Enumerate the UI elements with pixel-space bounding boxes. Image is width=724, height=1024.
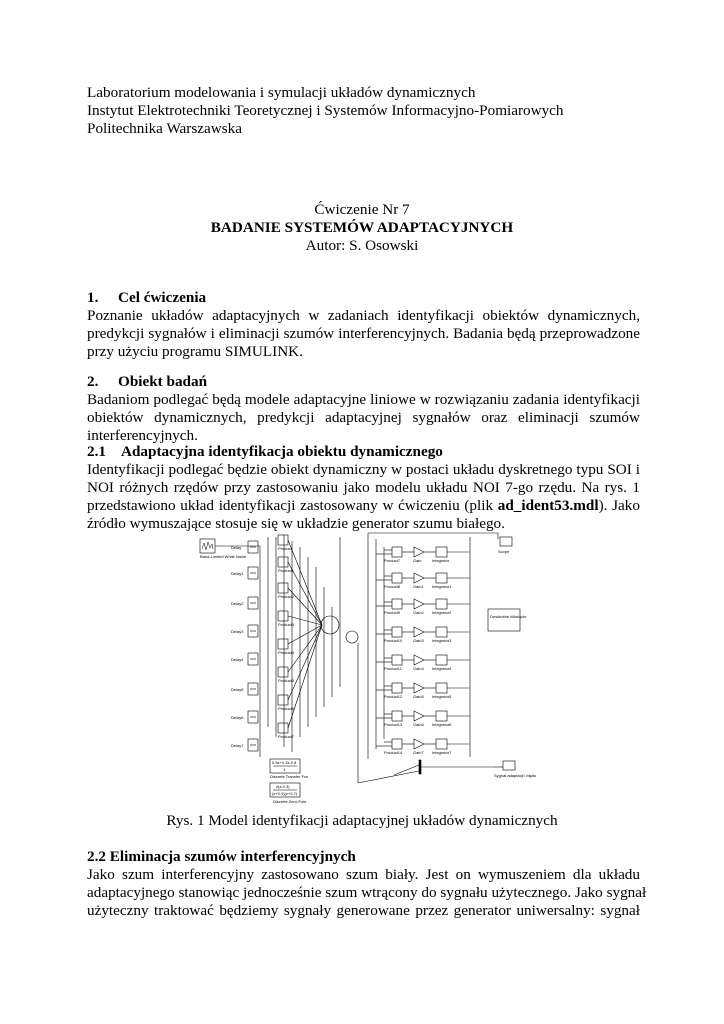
section-2-1-line-1: Identyfikacji podlegać będzie obiekt dynamiczny w postaci układu dyskretnego typu SOI i [87, 461, 640, 478]
section-2-1-number: 2.1 [87, 443, 106, 460]
integrator-label-4: Integrator4 [432, 666, 452, 671]
adapt-product-2 [392, 599, 402, 609]
integrator-block-6 [436, 711, 447, 721]
gain-block-1 [414, 573, 424, 583]
section-2-1-heading [87, 443, 443, 461]
section-1-line-1: Poznanie układów adaptacyjnych w zadaniach identyfikacji obiektów dynamicznych, [87, 307, 640, 324]
zp-name: Discrete Zero-Pole [273, 799, 307, 804]
adapt-product-label-6: Product13 [384, 722, 403, 727]
adapt-product-7 [392, 739, 402, 749]
delay-label-4: Delay4 [231, 657, 244, 662]
adapt-product-label-7: Product14 [384, 750, 403, 755]
file-name: ad_ident53.mdl [497, 497, 599, 514]
noise-source-block [200, 539, 215, 553]
integrator-label-7: Integrator7 [432, 750, 452, 755]
info-label: Dwukrotne kliknięcie [490, 614, 527, 619]
tf-denominator: 1 [283, 767, 286, 772]
section-2-1-line-3-text: przedstawiono układ identyfikacji zastosowany w ćwiczeniu (plik [87, 497, 498, 514]
info-block [488, 609, 520, 631]
gain-block-0 [414, 547, 424, 557]
adapt-product-3 [392, 627, 402, 637]
adapt-product-label-3: Product10 [384, 638, 403, 643]
product-block-2 [278, 583, 288, 593]
author-line: Autor: S. Osowski [305, 237, 419, 254]
gain-label-5: Gain5 [413, 694, 424, 699]
figure-caption: Rys. 1 Model identyfikacji adaptacyjnej układów dynamicznych [166, 812, 558, 829]
product-label-5: Product5 [278, 678, 295, 683]
adapt-product-4 [392, 655, 402, 665]
integrator-label-5: Integrator5 [432, 694, 452, 699]
section-2-line-3: interferencyjnych. [87, 427, 198, 444]
delay-label-5: Delay5 [231, 687, 244, 692]
delay-label-6: Delay6 [231, 715, 244, 720]
scope-2-block [503, 761, 515, 770]
adapt-product-5 [392, 683, 402, 693]
delay-label-0: Delay [231, 545, 242, 550]
gain-label-2: Gain2 [413, 610, 424, 615]
product-label-1: Product1 [278, 568, 295, 573]
gain-block-2 [414, 599, 424, 609]
adapt-product-label-0: Product7 [384, 558, 401, 563]
section-2-line-1: Badaniom podlegać będą modele adaptacyjne liniowe w rozwiązaniu zadania identyfikacji [87, 391, 640, 408]
product-label-2: Product2 [278, 594, 295, 599]
adapt-product-label-5: Product12 [384, 694, 403, 699]
product-block-3 [278, 611, 288, 621]
integrator-label-2: Integrator2 [432, 610, 452, 615]
integrator-label-6: Integrator6 [432, 722, 452, 727]
integrator-block-3 [436, 627, 447, 637]
section-2-2-line-2: adaptacyjnego stanowiąc jednocześnie szum wtrącony do sygnału użytecznego. Jako sygnał [87, 884, 647, 901]
header-line-1: Laboratorium modelowania i symulacji układów dynamicznych [87, 84, 476, 101]
gain-label-3: Gain3 [413, 638, 424, 643]
gain-label-6: Gain6 [413, 722, 424, 727]
integrator-block-1 [436, 573, 447, 583]
section-1-line-2: predykcji sygnałów i eliminacji szumów interferencyjnych. Badania będą przeprowadzone [87, 325, 640, 342]
integrator-label-1: Integrator1 [432, 584, 452, 589]
scope-2-label: Sygnał adaptacji i błędu [494, 773, 537, 778]
product-block-7 [278, 723, 288, 733]
section-2-1-line-3-end: ). Jako [598, 497, 640, 514]
zp-denominator: (z+0.4)(z+0.7) [272, 791, 298, 796]
scope-block [500, 537, 512, 546]
integrator-label-0: Integrator [432, 558, 450, 563]
integrator-block-0 [436, 547, 447, 557]
tf-numerator: 0.5z+0.3z-0.8 [272, 760, 297, 765]
section-2-title: Obiekt badań [118, 373, 208, 390]
product-label-0: Product [278, 546, 292, 551]
adapt-product-label-2: Product9 [384, 610, 401, 615]
product-label-3: Product3 [278, 622, 295, 627]
section-1-number: 1. [87, 289, 99, 306]
integrator-block-2 [436, 599, 447, 609]
delay-label-2: Delay2 [231, 601, 244, 606]
product-label-7: Product7 [278, 734, 295, 739]
section-1-line-3: przy użyciu programu SIMULINK. [87, 343, 303, 360]
header-line-2: Instytut Elektrotechniki Teoretycznej i Systemów Informacyjno-Pomiarowych [87, 102, 564, 119]
adapt-product-label-4: Product11 [384, 666, 402, 671]
gain-block-6 [414, 711, 424, 721]
product-block-5 [278, 667, 288, 677]
product-label-6: Product6 [278, 706, 295, 711]
adapt-product-label-1: Product8 [384, 584, 401, 589]
product-block-1 [278, 557, 288, 567]
section-2-2-line-3: użyteczny traktować będziemy sygnały generowane przez generator uniwersalny: sygnał [87, 902, 640, 919]
integrator-block-7 [436, 739, 447, 749]
section-2-1-line-4: źródło wymuszające stosuje się w układzie generator szumu białego. [87, 515, 505, 532]
gain-label-1: Gain1 [413, 584, 424, 589]
product-block-0 [278, 535, 288, 545]
product-block-4 [278, 639, 288, 649]
product-label-4: Product4 [278, 650, 295, 655]
section-2-1-line-3 [87, 497, 640, 515]
integrator-block-5 [436, 683, 447, 693]
section-2-2-heading: 2.2 Eliminacja szumów interferencyjnych [87, 848, 356, 865]
gain-block-3 [414, 627, 424, 637]
section-2-1-line-2: NOI różnych rzędów przy zastosowaniu jako modelu układu NOI 7-go rzędu. Na rys. 1 [87, 479, 640, 496]
section-1-title: Cel ćwiczenia [118, 289, 207, 306]
sum-block-2 [346, 631, 358, 643]
noise-label: Band-Limited White Noise [200, 554, 247, 559]
document-title: BADANIE SYSTEMÓW ADAPTACYJNYCH [210, 219, 514, 236]
product-block-6 [278, 695, 288, 705]
gain-block-4 [414, 655, 424, 665]
section-2-2-line-1: Jako szum interferencyjny zastosowano szum biały. Jest on wymuszeniem dla układu [87, 866, 640, 883]
section-1-heading [87, 289, 206, 307]
scope-label: Scope [498, 549, 510, 554]
gain-label-4: Gain4 [413, 666, 424, 671]
zp-numerator: z(z-0.3) [276, 784, 290, 789]
integrator-block-4 [436, 655, 447, 665]
adapt-product-1 [392, 573, 402, 583]
delay-label-3: Delay3 [231, 629, 244, 634]
section-2-1-title: Adaptacyjna identyfikacja obiektu dynamicznego [121, 443, 443, 460]
section-2-number: 2. [87, 373, 99, 390]
exercise-number: Ćwiczenie Nr 7 [314, 201, 410, 218]
delay-label-7: Delay7 [231, 743, 244, 748]
header-line-3: Politechnika Warszawska [87, 120, 242, 137]
gain-label-0: Gain [413, 558, 422, 563]
gain-label-7: Gain7 [413, 750, 424, 755]
section-2-heading [87, 373, 207, 391]
integrator-label-3: Integrator3 [432, 638, 452, 643]
section-2-line-2: obiektów dynamicznych, predykcji adaptacyjnej sygnałów oraz eliminacji szumów [87, 409, 640, 426]
simulink-diagram [198, 527, 537, 811]
gain-block-5 [414, 683, 424, 693]
tf-name: Discrete Transfer Fcn [270, 774, 309, 779]
adapt-product-0 [392, 547, 402, 557]
delay-label-1: Delay1 [231, 571, 244, 576]
adapt-product-6 [392, 711, 402, 721]
gain-block-7 [414, 739, 424, 749]
